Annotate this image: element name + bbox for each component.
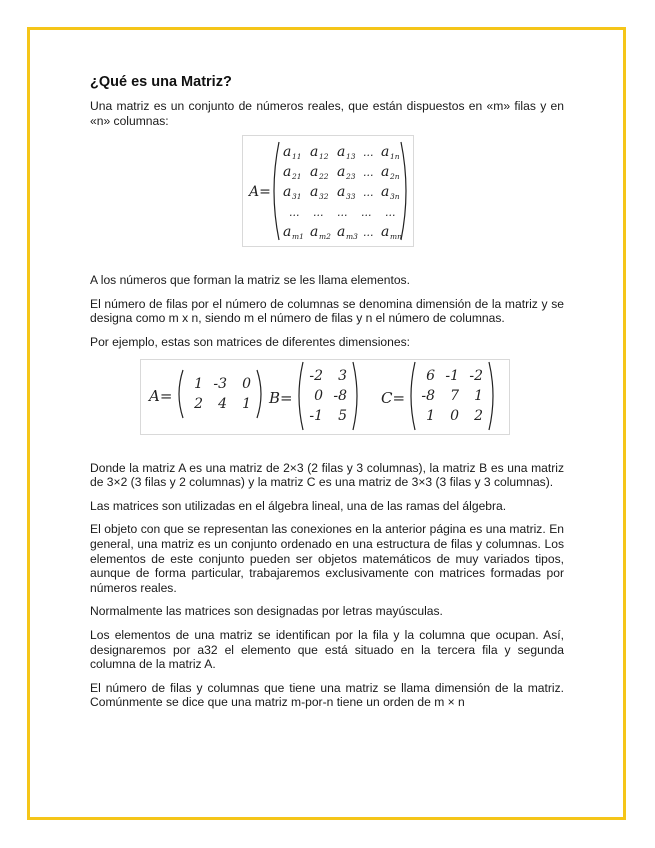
matrix-cell: 1 xyxy=(426,407,435,424)
matrix-cell: 5 xyxy=(338,407,347,424)
matrix-cell: -8 xyxy=(421,387,435,404)
matrix-entry-letter: a xyxy=(310,184,319,201)
matrix-entry-letter: a xyxy=(283,144,292,161)
example-matrices-svg xyxy=(141,360,509,434)
paragraph-example: Por ejemplo, estas son matrices de diferentes dimensiones: xyxy=(90,334,410,349)
matrix-cell: 0 xyxy=(450,407,459,424)
left-paren xyxy=(411,362,415,430)
right-paren xyxy=(353,362,357,430)
left-paren xyxy=(274,142,279,240)
matrix-cell: -3 xyxy=(213,375,227,392)
example-matrices-figure xyxy=(140,359,510,435)
matrix-entry-letter: a xyxy=(310,144,319,161)
matrix-entry-subscript: 22 xyxy=(319,172,329,182)
matrix-label: B= xyxy=(269,388,293,407)
matrix-entry-subscript: 31 xyxy=(292,192,302,202)
right-paren xyxy=(401,142,406,240)
paragraph-intro: Una matriz es un conjunto de números reales, que están dispuestos en «m» filas y en «n» columnas: xyxy=(90,99,564,128)
matrix-ellipsis: ... xyxy=(289,206,300,220)
document-content xyxy=(90,74,564,719)
matrix-entry-subscript: 1n xyxy=(390,152,400,162)
paragraph-identify: Los elementos de una matriz se identifican por la fila y la columna que ocupan. Así, designaremos por a32 el elemento que está situado en la tercera fila y segunda columna de la matriz A. xyxy=(90,627,564,672)
general-matrix-figure xyxy=(242,135,414,247)
paragraph-explain: Donde la matriz A es una matriz de 2×3 (2 filas y 3 columnas), la matriz B es una matriz de 3×2 (3 filas y 2 columnas) y la matriz C es una matriz de 3×3 (3 filas y 3 columnas). xyxy=(90,460,564,490)
matrix-entry-subscript: 12 xyxy=(319,152,329,162)
matrix-entry-subscript: m2 xyxy=(319,232,331,242)
page-title: ¿Qué es una Matriz? xyxy=(90,74,232,90)
matrix-ellipsis: ... xyxy=(363,146,374,160)
matrix-entry-subscript: 21 xyxy=(292,172,302,182)
matrix-entry-letter: a xyxy=(337,164,346,181)
matrix-cell: 0 xyxy=(314,387,323,404)
matrix-entry-letter: a xyxy=(310,164,319,181)
matrix-ellipsis: ... xyxy=(363,186,374,200)
matrix-ellipsis: ... xyxy=(363,226,374,240)
matrix-entry-subscript: 33 xyxy=(346,192,356,202)
matrix-cell: 2 xyxy=(194,395,203,412)
matrix-ellipsis: ... xyxy=(313,206,324,220)
matrix-cell: -1 xyxy=(445,367,459,384)
paragraph-elements: A los números que forman la matriz se les llama elementos. xyxy=(90,273,410,288)
matrix-entry-letter: a xyxy=(381,184,390,201)
right-paren xyxy=(257,370,261,418)
paragraph-dimension: El número de filas por el número de columnas se denomina dimensión de la matriz y se designa como m x n, siendo m el número de filas y n el número de columnas. xyxy=(90,296,564,326)
matrix-cell: -1 xyxy=(309,407,323,424)
matrix-ellipsis: ... xyxy=(363,166,374,180)
matrix-label: A= xyxy=(149,386,173,405)
matrix-cell: 4 xyxy=(218,395,227,412)
matrix-cell: -8 xyxy=(333,387,347,404)
matrix-cell: 1 xyxy=(474,387,483,404)
matrix-entry-letter: a xyxy=(381,164,390,181)
matrix-entry-letter: a xyxy=(283,224,292,241)
matrix-ellipsis: ... xyxy=(385,206,396,220)
left-paren xyxy=(299,362,303,430)
matrix-cell: 0 xyxy=(242,375,251,392)
matrix-cell: 3 xyxy=(338,367,347,384)
paragraph-order: El número de filas y columnas que tiene una matriz se llama dimensión de la matriz. Comúnmente se dice que una matriz m-por-n tiene un orden de m × n xyxy=(90,680,564,710)
matrix-entry-subscript: 32 xyxy=(319,192,329,202)
paragraph-uppercase: Normalmente las matrices son designadas por letras mayúsculas. xyxy=(90,604,443,619)
matrix-cell: 6 xyxy=(426,367,435,384)
matrix-cell: 1 xyxy=(242,395,251,412)
matrix-entry-subscript: 23 xyxy=(346,172,356,182)
general-matrix-cells xyxy=(283,144,402,241)
matrix-entry-subscript: 11 xyxy=(292,152,302,162)
matrix-entry-subscript: 2n xyxy=(390,172,400,182)
paragraph-object: El objeto con que se representan las conexiones en la anterior página es una matriz. En general, una matriz es un conjunto ordenado en una estructura de filas y columnas. Los elementos de este conjunto pueden ser objetos matemáticos de muy variados tipos, aunque de forma particular, trabajaremos exclusivamente con matrices formadas por números reales. xyxy=(90,522,564,595)
matrix-cell: 7 xyxy=(450,387,459,404)
matrix-entry-subscript: mn xyxy=(390,232,402,242)
matrix-entry-letter: a xyxy=(337,144,346,161)
right-paren xyxy=(489,362,493,430)
matrix-entry-letter: a xyxy=(283,184,292,201)
matrix-entry-letter: a xyxy=(310,224,319,241)
matrix-cell: 1 xyxy=(194,375,203,392)
matrix-ellipsis: ... xyxy=(337,206,348,220)
matrix-entry-letter: a xyxy=(337,224,346,241)
matrix-entry-subscript: m3 xyxy=(346,232,358,242)
matrix-entry-letter: a xyxy=(283,164,292,181)
matrix-entry-subscript: m1 xyxy=(292,232,304,242)
matrix-entry-letter: a xyxy=(337,184,346,201)
matrix-cell: -2 xyxy=(309,367,323,384)
matrix-entry-subscript: 13 xyxy=(346,152,356,162)
general-matrix-svg xyxy=(243,136,413,246)
matrix-ellipsis: ... xyxy=(361,206,372,220)
matrix-label: C= xyxy=(381,388,406,407)
matrix-entry-subscript: 3n xyxy=(390,192,400,202)
matrix-cell: 2 xyxy=(474,407,483,424)
matrix-cell: -2 xyxy=(469,367,483,384)
general-matrix-label: A= xyxy=(249,184,271,201)
paragraph-algebra: Las matrices son utilizadas en el álgebra lineal, una de las ramas del álgebra. xyxy=(90,498,507,513)
matrix-entry-letter: a xyxy=(381,224,390,241)
left-paren xyxy=(179,370,183,418)
matrix-entry-letter: a xyxy=(381,144,390,161)
